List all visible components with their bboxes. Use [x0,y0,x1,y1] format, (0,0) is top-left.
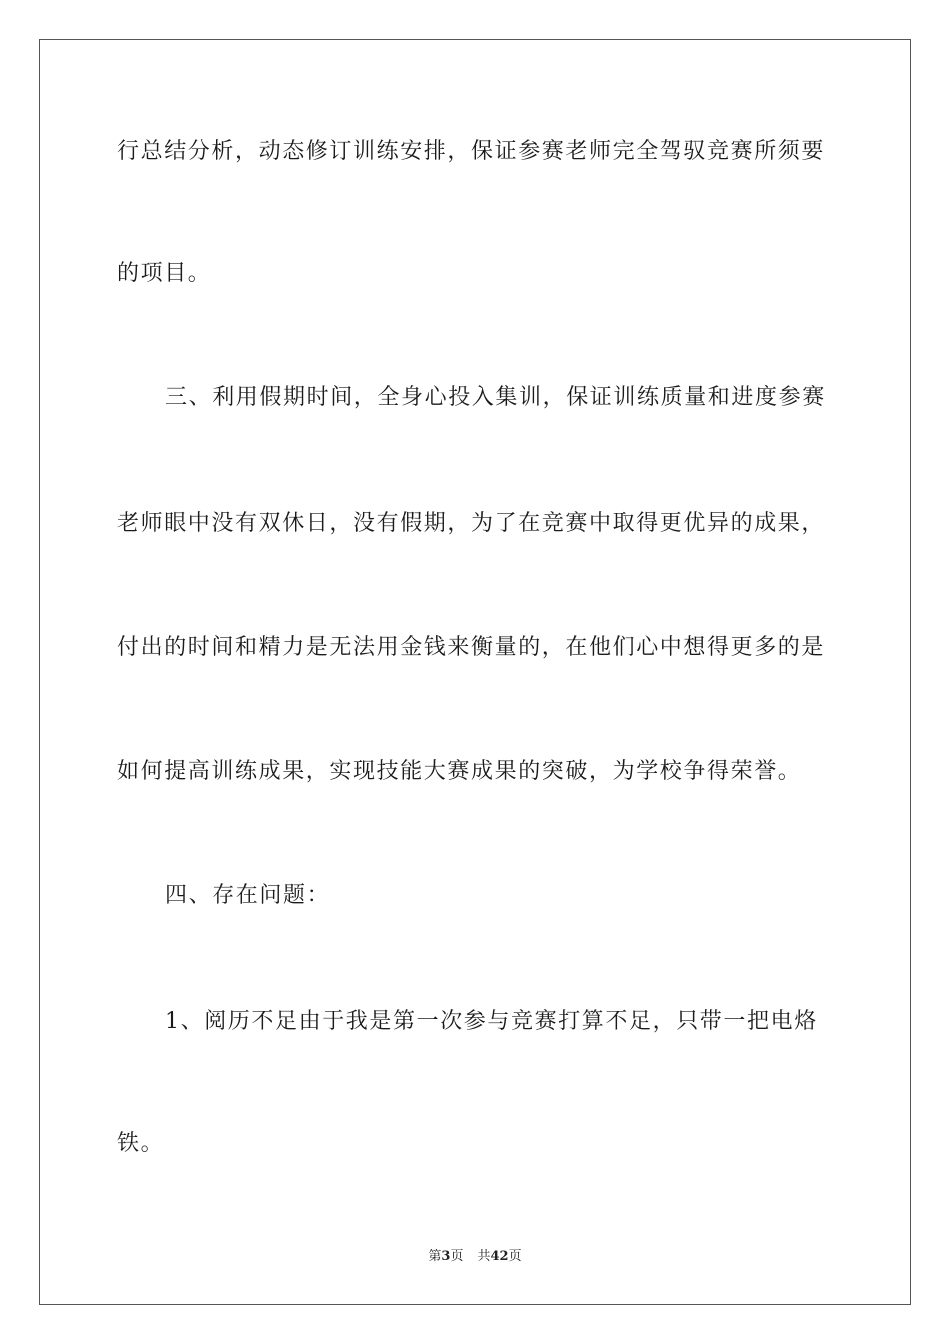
text-line: 的项目。 [117,261,212,286]
text-line: 老师眼中没有双休日，没有假期，为了在竞赛中取得更优异的成果， [117,511,826,536]
page-footer [0,1245,950,1264]
text-line: 1、阅历不足由于我是第一次参与竞赛打算不足，只带一把电烙 [165,1009,818,1034]
page-prefix: 第 [428,1249,442,1264]
section-heading: 四、存在问题： [165,883,331,908]
text-line: 三、利用假期时间，全身心投入集训，保证训练质量和进度参赛 [165,385,826,410]
total-suffix: 页 [508,1249,522,1264]
text-line: 付出的时间和精力是无法用金钱来衡量的，在他们心中想得更多的是 [117,635,826,660]
text-line: 铁。 [117,1131,165,1156]
total-prefix: 共 [477,1249,491,1264]
page-suffix: 页 [450,1249,464,1264]
total-pages: 42 [490,1249,509,1264]
page-number: 3 [441,1249,451,1264]
text-line: 行总结分析，动态修订训练安排，保证参赛老师完全驾驭竞赛所须要 [117,139,826,164]
page-border [39,39,911,1305]
text-line: 如何提高训练成果，实现技能大赛成果的突破，为学校争得荣誉。 [117,759,802,784]
